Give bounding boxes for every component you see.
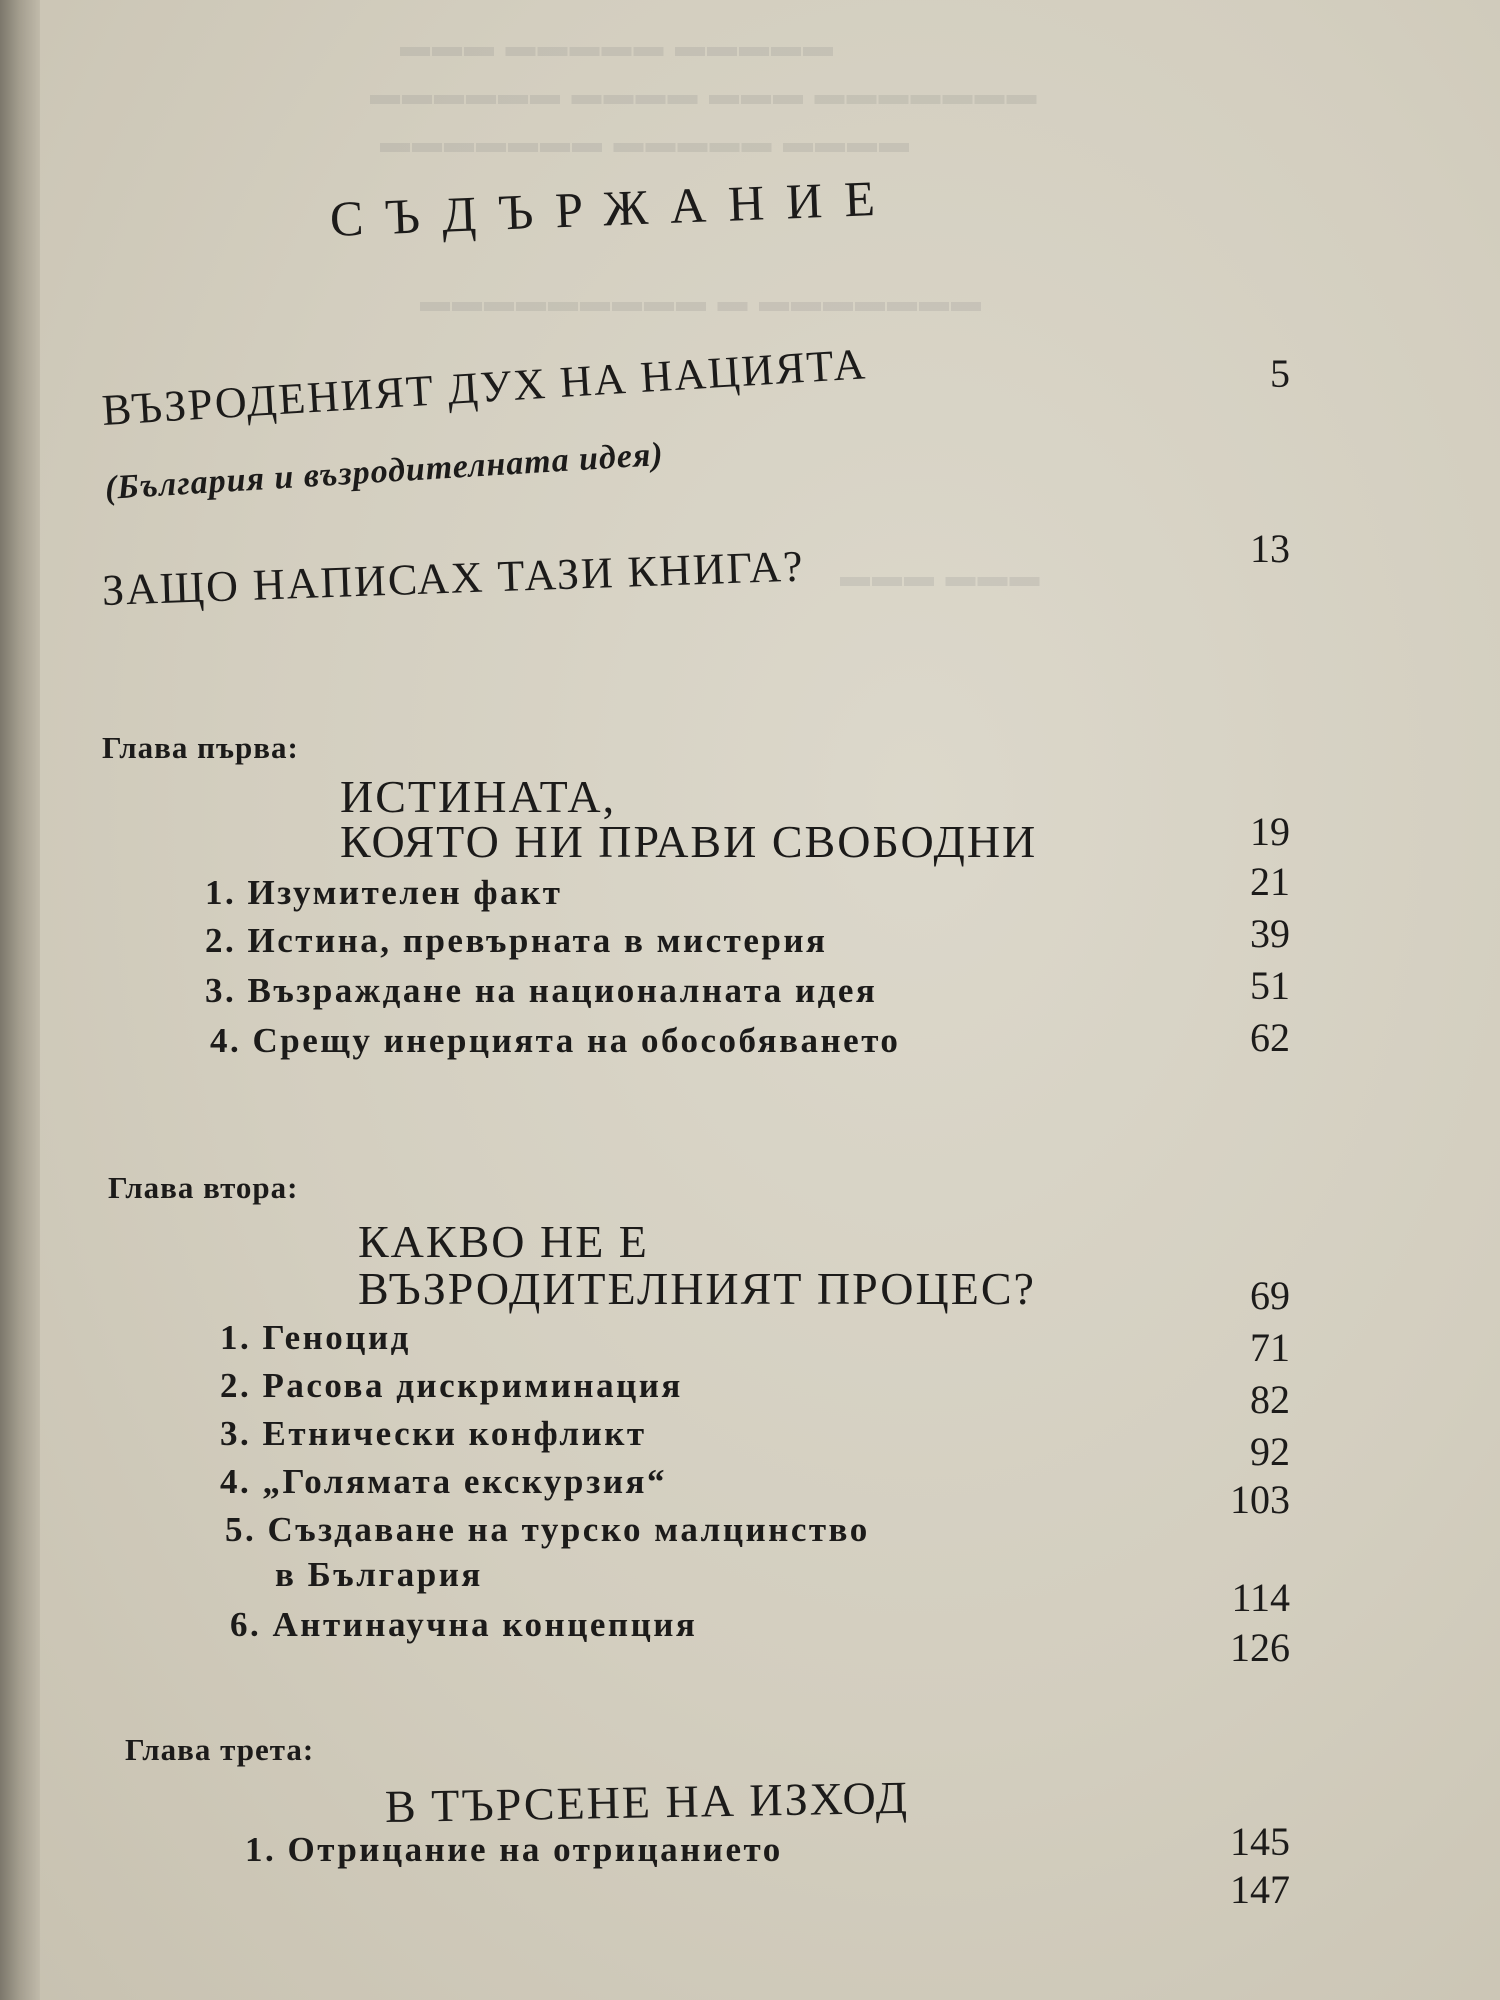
book-spine (0, 0, 44, 2000)
chapter-label: Глава трета: (125, 1732, 315, 1767)
intro-entry-title: ЗАЩО НАПИСАХ ТАЗИ КНИГА? (101, 541, 806, 615)
page-number: 69 (1250, 1273, 1290, 1318)
toc-item: 2. Расова дискриминация (220, 1366, 683, 1405)
page-number: 19 (1250, 809, 1290, 854)
toc-item: 4. „Голямата екскурзия“ (220, 1462, 667, 1501)
page-number: 145 (1230, 1819, 1290, 1864)
page-number: 82 (1250, 1377, 1290, 1422)
toc-item: 4. Срещу инерцията на обособяването (210, 1021, 901, 1060)
intro-entry-subtitle: (България и възродителната идея) (103, 435, 665, 507)
toc-item-continuation: в България (275, 1555, 483, 1594)
show-through-text: ▬▬▬▬▬▬▬ ▬▬▬▬▬ ▬▬▬▬ (380, 126, 911, 159)
toc-item: 6. Антинаучна концепция (230, 1605, 698, 1644)
page-number: 126 (1230, 1625, 1290, 1670)
page-number: 114 (1231, 1575, 1290, 1620)
toc-item: 1. Отрицание на отрицанието (245, 1830, 783, 1869)
page-number: 71 (1250, 1325, 1290, 1370)
show-through-text: ▬▬▬ ▬▬▬ (840, 560, 1042, 593)
show-through-text: ▬▬▬▬▬▬▬▬▬ ▬ ▬▬▬▬▬▬▬ (420, 285, 983, 318)
page-number: 147 (1230, 1867, 1290, 1912)
show-through-text: ▬▬▬ ▬▬▬▬▬ ▬▬▬▬▬ (400, 30, 835, 63)
chapter-label: Глава втора: (108, 1170, 299, 1205)
chapter-label: Глава първа: (102, 730, 299, 765)
toc-item: 2. Истина, превърната в мистерия (205, 921, 828, 960)
toc-item: 1. Изумителен факт (205, 873, 563, 912)
page-number: 62 (1250, 1015, 1290, 1060)
page-number: 92 (1250, 1429, 1290, 1474)
toc-item: 5. Създаване на турско малцинство (225, 1510, 870, 1549)
page-number: 51 (1250, 963, 1290, 1008)
chapter-heading: В ТЪРСЕНЕ НА ИЗХОД (384, 1771, 910, 1832)
contents-page (40, 0, 1500, 2000)
toc-item: 1. Геноцид (220, 1318, 411, 1357)
page-number: 13 (1250, 526, 1290, 571)
page-title: СЪДЪРЖАНИЕ (328, 169, 898, 247)
page-number: 103 (1230, 1477, 1290, 1522)
page-number: 5 (1270, 351, 1290, 396)
toc-item: 3. Етнически конфликт (220, 1414, 647, 1453)
page-number: 39 (1250, 911, 1290, 956)
toc-item: 3. Възраждане на националната идея (205, 971, 878, 1010)
chapter-heading: ИСТИНАТА, (340, 771, 617, 822)
page-number: 21 (1250, 859, 1290, 904)
chapter-heading: КАКВО НЕ Е (358, 1216, 649, 1267)
chapter-heading: КОЯТО НИ ПРАВИ СВОБОДНИ (340, 816, 1038, 867)
show-through-text: ▬▬▬▬▬▬ ▬▬▬▬ ▬▬▬ ▬▬▬▬▬▬▬ (370, 78, 1039, 111)
intro-entry-title: ВЪЗРОДЕНИЯТ ДУХ НА НАЦИЯТА (100, 339, 869, 435)
chapter-heading: ВЪЗРОДИТЕЛНИЯТ ПРОЦЕС? (358, 1263, 1036, 1314)
